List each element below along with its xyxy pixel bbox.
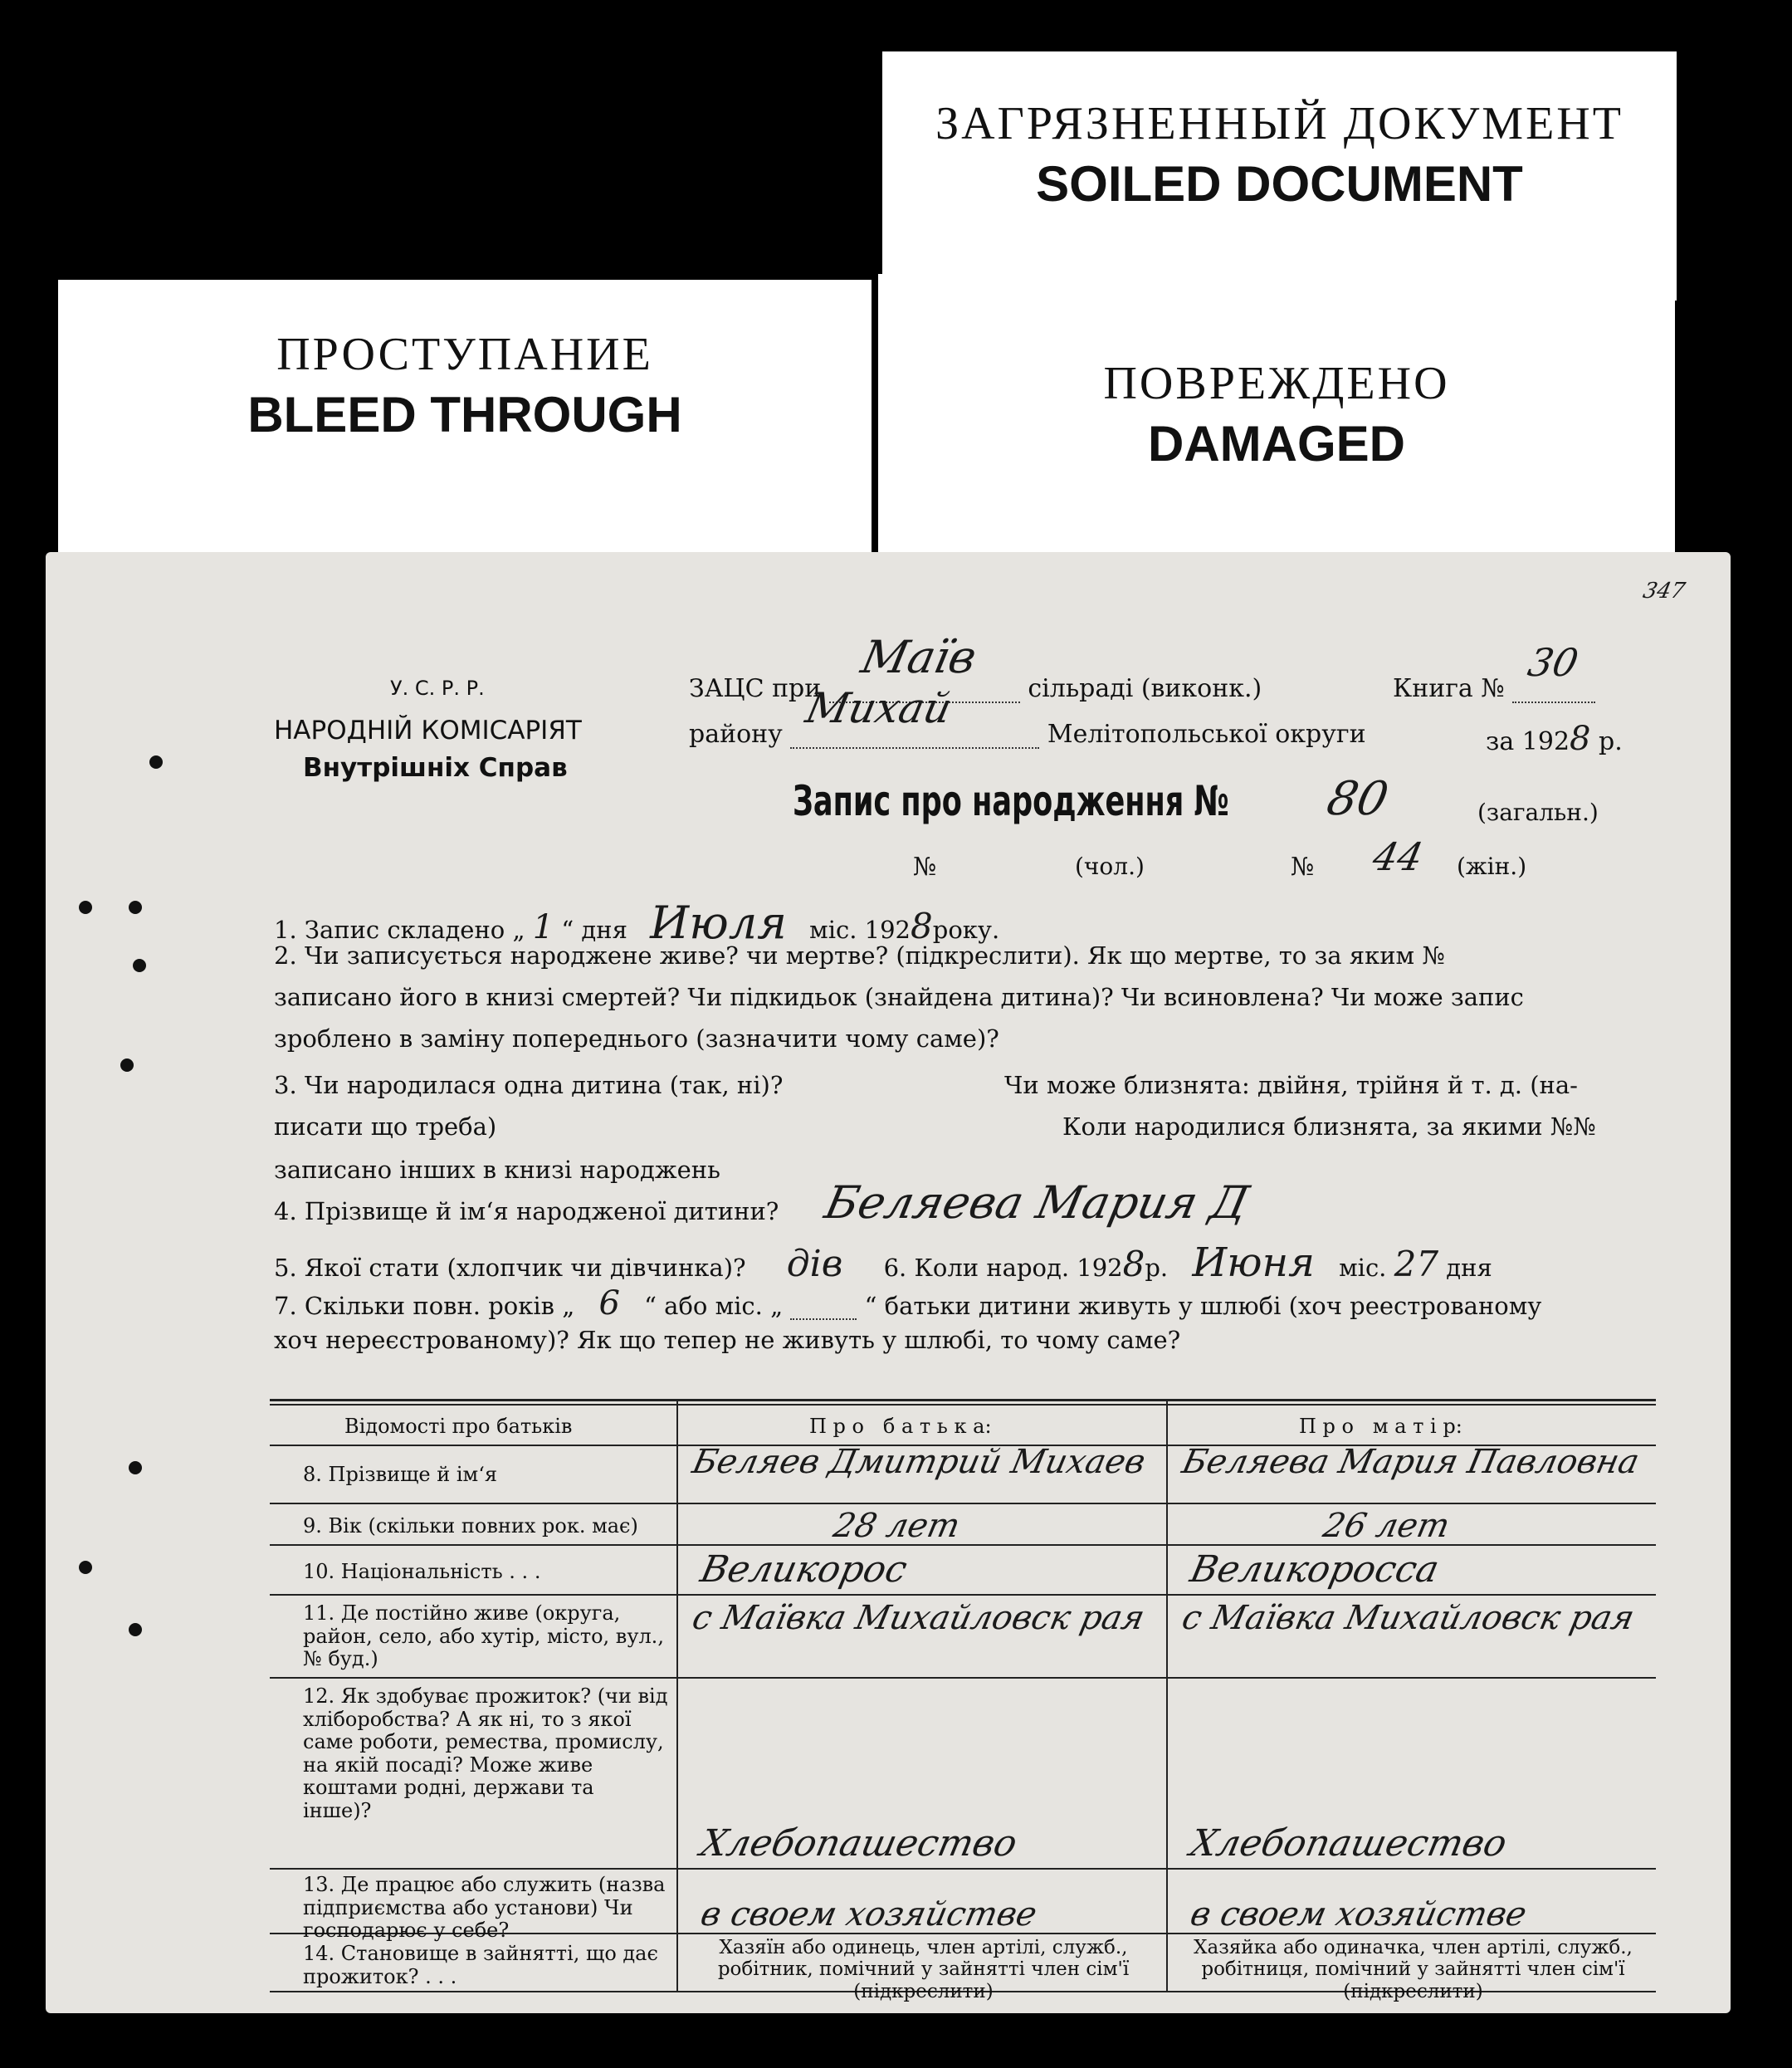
punch-hole xyxy=(149,755,163,769)
row-label: 12. Як здобуває прожиток? (чи від хліборобства? А як ні, то з якої саме роботи, ремества, промислу, на якій посаді? Може живе коштами родні, держави та інше)? xyxy=(303,1684,668,1822)
father-age-handwritten: 28 лет xyxy=(830,1507,964,1545)
birth-month-handwritten: Июня xyxy=(1192,1239,1315,1286)
district-handwritten: Михай xyxy=(802,684,957,732)
line-8: 4. Прізвище й ім‘я народженої дитини? xyxy=(274,1197,779,1225)
line-1-d: року. xyxy=(932,916,1000,944)
mother-residence-handwritten: с Маївка Михайловск рая xyxy=(1179,1599,1638,1637)
punch-hole xyxy=(129,901,142,914)
line-11: хоч нереєстрованому)? Як що тепер не живуть у шлюбі, то чому саме? xyxy=(274,1326,1181,1354)
line-1-c: міс. 192 xyxy=(809,916,911,944)
zags-suffix: сільраді (виконк.) xyxy=(1028,674,1262,703)
year-line xyxy=(1486,720,1623,758)
record-title xyxy=(793,777,1229,825)
line-3: записано його в книзі смертей? Чи підкидьок (знайдена дитина)? Чи всиновлена? Чи може запис xyxy=(274,983,1524,1011)
row-label: 11. Де постійно живе (округа, район, село, або хутір, місто, вул., № буд.) xyxy=(303,1601,664,1671)
record-number-handwritten: 80 xyxy=(1322,772,1394,826)
mother-name-handwritten: Беляева Мария Павловна xyxy=(1179,1443,1643,1481)
bleed-through-label xyxy=(58,280,872,565)
line-1 xyxy=(274,897,1000,949)
line-9 xyxy=(274,1239,1492,1286)
line-6: писати що треба) xyxy=(274,1112,497,1141)
birth-year-handwritten: 8 xyxy=(1122,1244,1145,1284)
book-number-handwritten: 30 xyxy=(1524,640,1583,685)
father-residence-handwritten: с Маївка Михайловск рая xyxy=(689,1599,1148,1637)
internal-affairs-heading: Внутрішніх Справ xyxy=(303,753,568,783)
damaged-label-ru: ПОВРЕЖДЕНО xyxy=(1103,358,1450,409)
col-header-mother: П р о м а т і р: xyxy=(1299,1415,1462,1438)
row-label: 14. Становище в зайнятті, що дає прожиток? . . . xyxy=(303,1942,658,1988)
soiled-document-label xyxy=(882,51,1677,301)
line-10-a: 7. Скільки повн. років „ xyxy=(274,1292,575,1320)
mother-livelihood-handwritten: Хлебопашество xyxy=(1186,1822,1511,1865)
district-suffix: Мелітопольської округи xyxy=(1047,720,1366,749)
line-9-d: міс. xyxy=(1339,1254,1387,1282)
punch-hole xyxy=(129,1623,142,1636)
line-9-a: 5. Якої стати (хлопчик чи дівчинка)? xyxy=(274,1254,746,1282)
line-1-a: 1. Запис складено „ xyxy=(274,916,525,944)
line-9-e: дня xyxy=(1446,1254,1492,1282)
village-council-handwritten: Маїв xyxy=(857,631,981,683)
record-year-handwritten: 8 xyxy=(911,906,933,946)
mother-nationality-handwritten: Великоросса xyxy=(1186,1548,1443,1591)
male-number-label: № xyxy=(913,853,937,882)
female-number-label: № xyxy=(1291,853,1315,882)
line-5: 3. Чи народилася одна дитина (так, ні)? xyxy=(274,1071,784,1099)
female-number-handwritten: 44 xyxy=(1369,834,1428,879)
punch-hole xyxy=(79,901,92,914)
commissariat-heading: НАРОДНІЙ КОМІСАРІЯТ xyxy=(274,716,582,746)
male-label: (чол.) xyxy=(1075,853,1145,880)
father-employment-status: Хазяїн або одинець, член артілі, служб., робітник, помічний у зайнятті член сім'ї (підкреслити) xyxy=(717,1937,1130,2002)
year-suffix: р. xyxy=(1599,727,1623,756)
child-name-handwritten: Беляева Мария Д xyxy=(820,1176,1253,1229)
line-10-b: “ або міс. „ xyxy=(644,1292,784,1320)
year-handwritten: 8 xyxy=(1570,720,1591,758)
general-label: (загальн.) xyxy=(1477,799,1599,826)
line-6b: Коли народилися близнята, за якими №№ xyxy=(1062,1112,1596,1141)
father-livelihood-handwritten: Хлебопашество xyxy=(696,1822,1021,1865)
line-2: 2. Чи записується народжене живе? чи мертве? (підкреслити). Як що мертве, то за яким № xyxy=(274,941,1445,970)
line-1-b: “ дня xyxy=(561,916,627,944)
punch-hole xyxy=(133,959,146,972)
zags-prefix: ЗАЦС при xyxy=(689,674,822,703)
punch-hole xyxy=(129,1461,142,1474)
father-workplace-handwritten: в своем хозяйстве xyxy=(697,1895,1041,1934)
child-sex-handwritten: дів xyxy=(786,1243,843,1285)
damaged-label-en: DAMAGED xyxy=(1148,416,1405,472)
col-header-father: П р о б а т ь к а: xyxy=(809,1415,992,1438)
female-label: (жін.) xyxy=(1457,853,1527,880)
book-line xyxy=(1393,640,1595,703)
punch-hole xyxy=(120,1058,134,1072)
record-title-text: Запис про народження № xyxy=(793,777,1229,825)
father-nationality-handwritten: Великорос xyxy=(696,1548,911,1591)
row-label: 10. Національність . . . xyxy=(303,1560,541,1583)
year-prefix: за 192 xyxy=(1486,727,1570,756)
corner-archive-number: 347 xyxy=(1640,579,1687,604)
line-10-c: “ батьки дитини живуть у шлюбі (хоч реестрованому xyxy=(864,1292,1542,1320)
line-9-b: 6. Коли народ. 192 xyxy=(883,1254,1123,1282)
book-label: Книга № xyxy=(1393,674,1505,703)
line-4: зроблено в заміну попереднього (зазначити чому саме)? xyxy=(274,1024,999,1053)
bleed-label-ru: ПРОСТУПАНИЕ xyxy=(276,329,653,380)
mother-employment-status: Хазяйка або одиначка, член артілі, служб., робітниця, помічний у зайнятті член сім'ї (підкреслити) xyxy=(1194,1937,1633,2002)
zags-line xyxy=(689,631,1262,703)
col-header-info: Відомості про батьків xyxy=(344,1415,573,1438)
father-name-handwritten: Беляев Дмитрий Михаев xyxy=(689,1443,1149,1481)
birth-record-document xyxy=(46,552,1731,2013)
line-7: записано інших в книзі народжень xyxy=(274,1156,720,1184)
birth-day-handwritten: 27 xyxy=(1394,1244,1439,1284)
row-label: 9. Вік (скільки повних рок. має) xyxy=(303,1514,638,1538)
marriage-years-handwritten: 6 xyxy=(598,1284,620,1322)
punch-hole xyxy=(79,1561,92,1574)
record-day-handwritten: 1 xyxy=(532,908,554,946)
mother-age-handwritten: 26 лет xyxy=(1320,1507,1453,1545)
bleed-label-en: BLEED THROUGH xyxy=(247,387,682,442)
damaged-label xyxy=(878,274,1675,556)
parents-table xyxy=(270,1399,1656,2002)
soiled-label-en: SOILED DOCUMENT xyxy=(1036,156,1523,212)
mother-workplace-handwritten: в своем хозяйстве xyxy=(1187,1895,1531,1934)
line-5b: Чи може близнята: двійня, трійня й т. д. (на- xyxy=(1004,1071,1578,1099)
soiled-label-ru: ЗАГРЯЗНЕННЫЙ ДОКУМЕНТ xyxy=(935,98,1624,149)
line-10 xyxy=(274,1284,1542,1322)
row-label: 13. Де працює або служить (назва підприємства або установи) Чи господарює у себе? xyxy=(303,1873,666,1943)
ussr-heading: У. С. Р. Р. xyxy=(390,677,485,700)
line-9-c: р. xyxy=(1145,1254,1169,1282)
row-label: 8. Прізвище й ім‘я xyxy=(303,1463,497,1486)
district-prefix: району xyxy=(689,720,783,749)
record-month-handwritten: Июля xyxy=(650,897,787,949)
